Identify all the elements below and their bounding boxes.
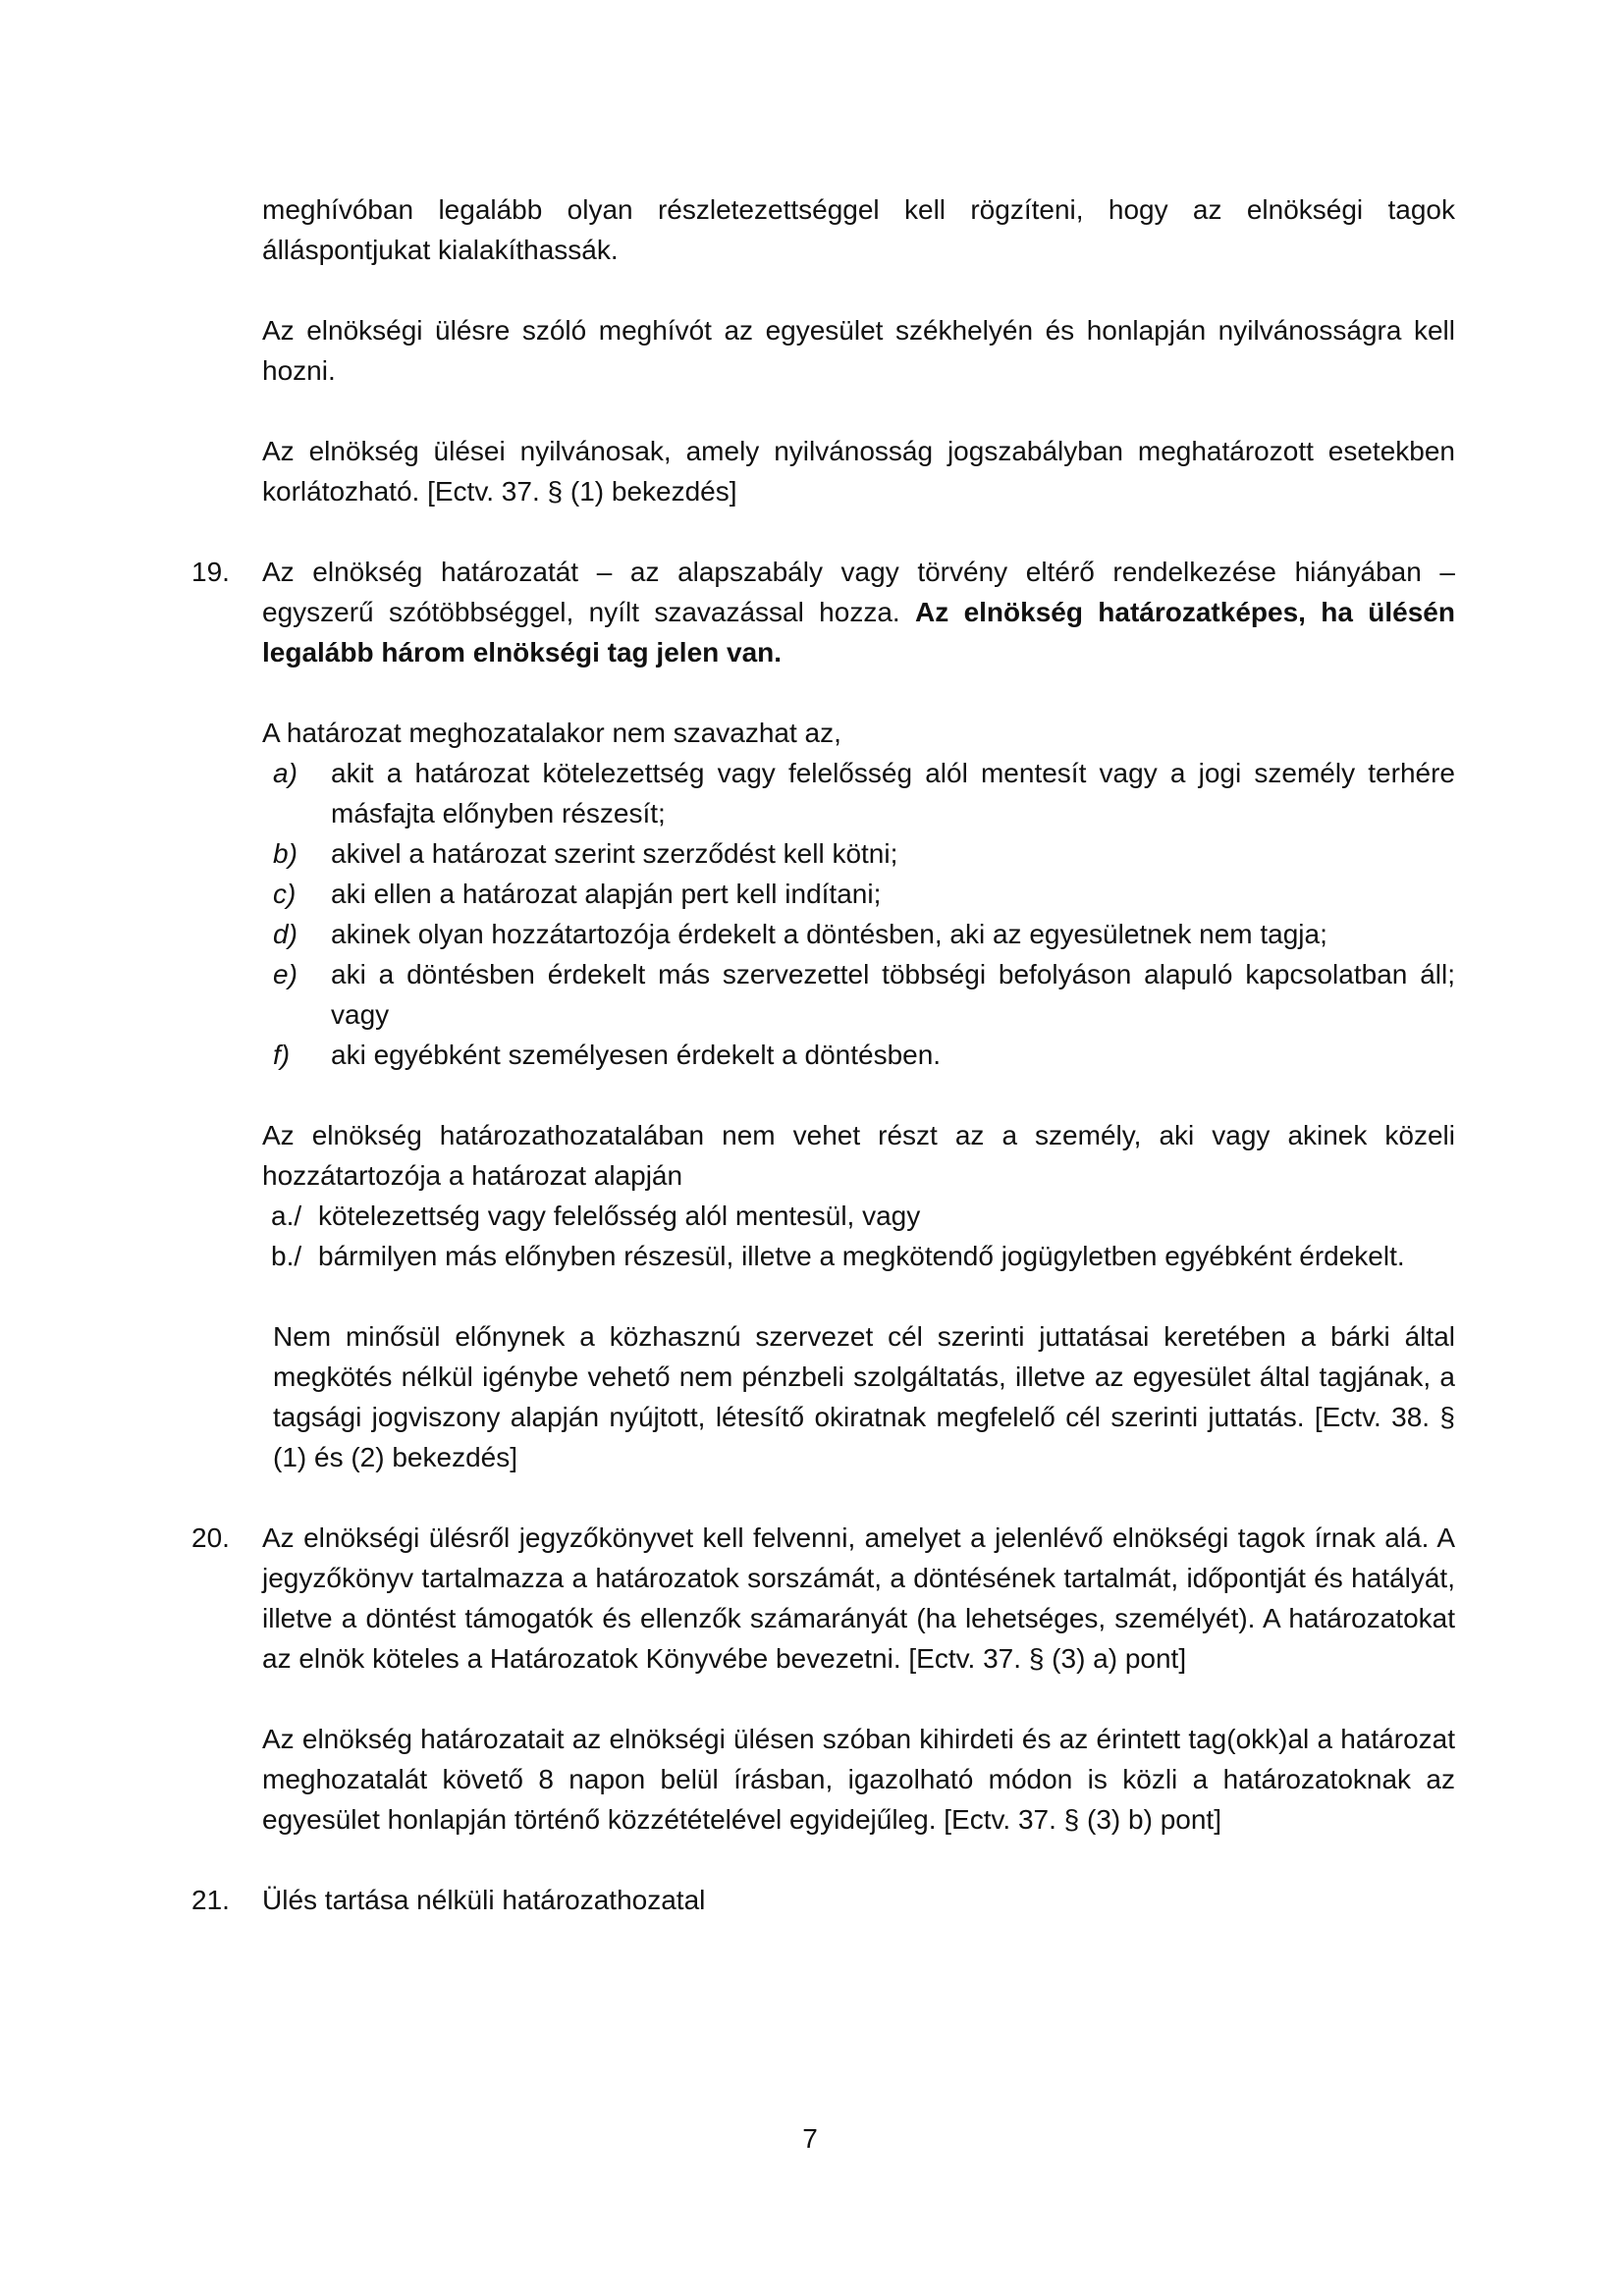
list-item: [262, 874, 1455, 914]
list-item-text: akivel a határozat szerint szerződést kell kötni;: [331, 838, 898, 869]
list-marker: b): [273, 838, 298, 869]
item-19-lead-regular: Az elnökség határozatát – az alapszabály vagy törvény eltérő rendelkezése hiányában – egyszerű szótöbbséggel, nyílt szavazással hozza.: [262, 557, 1455, 627]
item-21-heading: Ülés tartása nélküli határozathozatal: [262, 1885, 706, 1915]
list-item-text: aki a döntésben érdekelt más szervezettel többségi befolyáson alapuló kapcsolatban áll; vagy: [331, 959, 1455, 1030]
list-item: [262, 753, 1455, 833]
voting-exclusion-list: [262, 753, 1455, 1075]
list-marker: c): [273, 879, 297, 909]
list-item-text: aki egyébként személyesen érdekelt a döntésben.: [331, 1040, 942, 1070]
list-marker: d): [273, 919, 298, 949]
list-item: [262, 833, 1455, 874]
list-item: [262, 1196, 1455, 1236]
item-20-number: 20.: [191, 1522, 230, 1553]
list-marker: a./: [271, 1201, 302, 1231]
list-item: [262, 914, 1455, 954]
list-marker: b./: [271, 1241, 302, 1271]
item-19-lead: [262, 552, 1455, 672]
list-item-19: [191, 552, 1455, 1477]
list-item-text: kötelezettség vagy felelősség alól mentesül, vagy: [318, 1201, 921, 1231]
item-20-lead: Az elnökségi ülésről jegyzőkönyvet kell felvenni, amelyet a jelenlévő elnökségi tagok írnak alá. A jegyzőkönyv tartalmazza a határozatok sorszámát, a döntésének tartalmát, időpontját és hatályát, illetve a döntést támogatók és ellenzők számarányát (ha lehetséges, személyét). A határozatokat az elnök köteles a Határozatok Könyvébe bevezetni. [Ectv. 37. § (3) a) pont]: [262, 1522, 1455, 1674]
list-item-text: akit a határozat kötelezettség vagy felelősség alól mentesít vagy a jogi személy terhére másfajta előnyben részesít;: [331, 758, 1455, 828]
participation-exclusion-list: [262, 1196, 1455, 1276]
list-item: [262, 1035, 1455, 1075]
page-number: 7: [802, 2123, 818, 2154]
item-20-body: [262, 1518, 1455, 1840]
paragraph-public-sessions: Az elnökség ülései nyilvánosak, amely nyilvánosság jogszabályban meghatározott esetekben korlátozható. [Ectv. 37. § (1) bekezdés]: [262, 436, 1455, 507]
item-19-participation-intro: Az elnökség határozathozatalában nem vehet részt az a személy, aki vagy akinek közeli hozzátartozója a határozat alapján: [262, 1120, 1455, 1191]
item-19-lead-bold: Az elnökség határozatképes, ha ülésén legalább három elnökségi tag jelen van.: [262, 597, 1455, 667]
list-item-text: aki ellen a határozat alapján pert kell indítani;: [331, 879, 882, 909]
item-21-number: 21.: [191, 1885, 230, 1915]
item-19-voting-intro: A határozat meghozatalakor nem szavazhat az,: [262, 718, 841, 748]
item-21-body: [262, 1880, 1455, 1920]
item-19-benefit-note: Nem minősül előnynek a közhasznú szervezet cél szerinti juttatásai keretében a bárki által megkötés nélkül igénybe vehető nem pénzbeli szolgáltatás, illetve az egyesület által tagjának, a tagsági jogviszony alapján nyújtott, létesítő okiratnak megfelelő cél szerinti juttatás. [Ectv. 38. § (1) és (2) bekezdés]: [273, 1321, 1455, 1472]
list-marker: e): [273, 959, 298, 989]
list-item: [262, 954, 1455, 1035]
item-19-number: 19.: [191, 557, 230, 587]
list-item-text: akinek olyan hozzátartozója érdekelt a döntésben, aki az egyesületnek nem tagja;: [331, 919, 1327, 949]
document-content: [191, 189, 1455, 1920]
list-marker: a): [273, 758, 298, 788]
paragraph-invite-publicity: Az elnökségi ülésre szóló meghívót az egyesület székhelyén és honlapján nyilvánosságra kell hozni.: [262, 315, 1455, 386]
list-item-text: bármilyen más előnyben részesül, illetve a megkötendő jogügyletben egyébként érdekelt.: [318, 1241, 1405, 1271]
paragraph-continuation: meghívóban legalább olyan részletezettséggel kell rögzíteni, hogy az elnökségi tagok álláspontjukat kialakíthassák.: [262, 194, 1455, 265]
list-item: [262, 1236, 1455, 1276]
list-item-21: [191, 1880, 1455, 1920]
item-19-body: [262, 552, 1455, 1477]
list-item-20: [191, 1518, 1455, 1840]
item-20-announcement: Az elnökség határozatait az elnökségi ülésen szóban kihirdeti és az érintett tag(okk)al a határozat meghozatalát követő 8 napon belül írásban, igazolható módon is közli a határozatoknak az egyesület honlapján történő közzétételével egyidejűleg. [Ectv. 37. § (3) b) pont]: [262, 1724, 1455, 1835]
list-marker: f): [273, 1040, 291, 1070]
